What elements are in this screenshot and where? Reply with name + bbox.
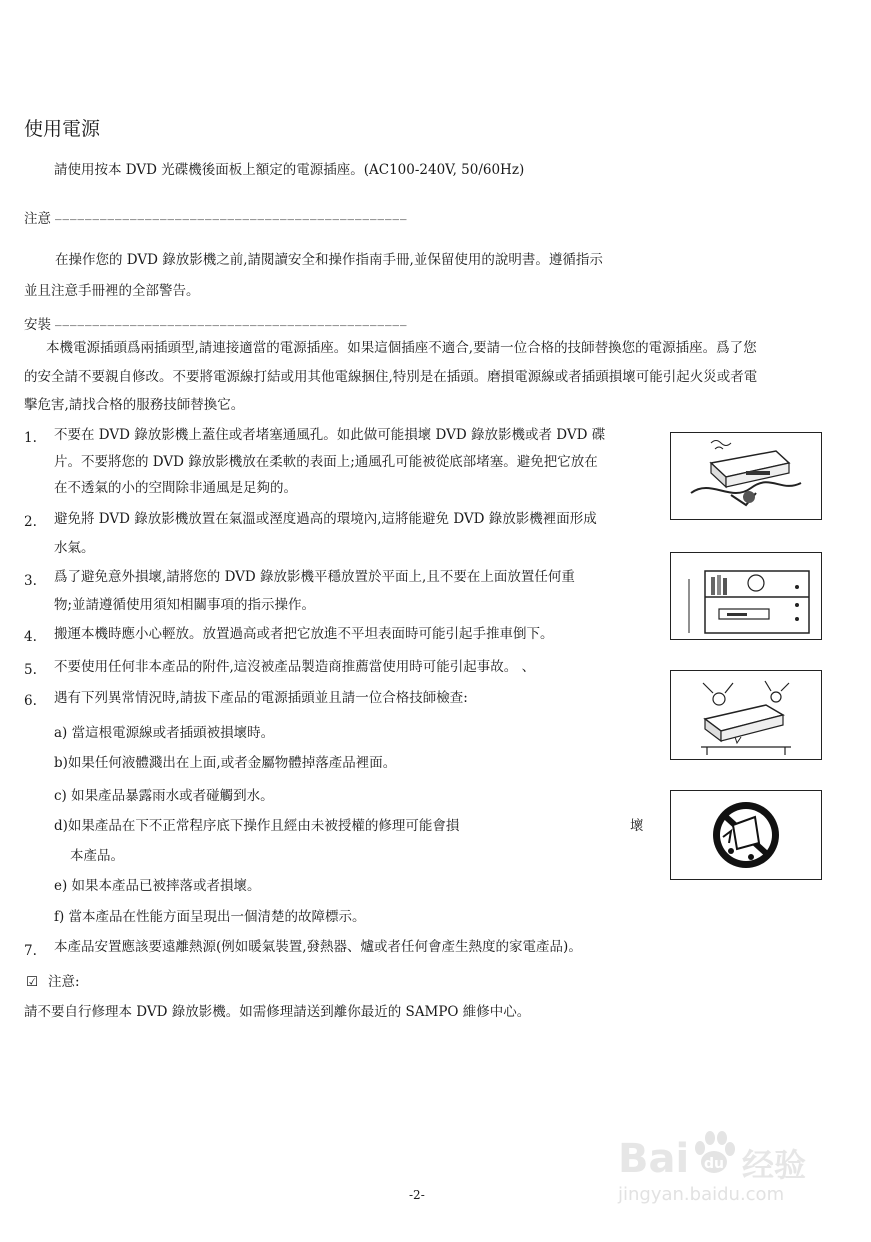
- item-number: 5.: [24, 662, 37, 678]
- item-1-line2: 片。不要將您的 DVD 錄放影機放在柔軟的表面上;通風孔可能被從底部堵塞。避免把它放在: [54, 454, 598, 470]
- item-2-line2: 水氣。: [54, 540, 95, 556]
- item-3-line2: 物;並請遵循使用須知相關事項的指示操作。: [54, 597, 316, 613]
- illustration-ventilation: [670, 432, 822, 520]
- sub-item-b: b)如果任何液體濺出在上面,或者金屬物體掉落產品裡面。: [54, 755, 397, 771]
- caution-text: 請不要自行修理本 DVD 錄放影機。如需修理請送到離你最近的 SAMPO 維修中心。: [24, 1004, 531, 1020]
- dvd-player-ventilation-icon: [671, 433, 821, 519]
- sub-item-d-end: 壞: [630, 818, 644, 834]
- install-text-line2: 的安全請不要親自修改。不要將電源線打結或用其他電線捆住,特別是在插頭。磨損電源線或者插頭損壞可能引起火災或者電: [24, 369, 758, 385]
- sub-item-d-line2: 本產品。: [70, 848, 124, 864]
- paw-icon: [688, 1128, 740, 1180]
- install-text-line3: 擊危害,請找合格的服務技師替換它。: [24, 397, 245, 413]
- sub-item-e: e) 如果本產品已被摔落或者損壞。: [54, 878, 261, 894]
- cabinet-icon: [671, 553, 821, 639]
- item-number: 4.: [24, 629, 37, 645]
- item-4-line1: 搬運本機時應小心輕放。放置過高或者把它放進不平坦表面時可能引起手推車倒下。: [54, 626, 554, 642]
- install-label: 安裝: [24, 317, 51, 333]
- illustration-shelf: [670, 552, 822, 640]
- watermark-brand: Bai: [618, 1136, 690, 1182]
- svg-text:du: du: [704, 1156, 724, 1172]
- item-6-line1: 遇有下列異常情況時,請拔下產品的電源插頭並且請一位合格技師檢查:: [54, 690, 468, 706]
- illustration-cart-warning: [670, 790, 822, 880]
- notice-text-line2: 並且注意手冊裡的全部警告。: [24, 283, 200, 299]
- cart-tip-over-icon: [671, 791, 821, 879]
- item-number: 2.: [24, 514, 37, 530]
- item-1-line3: 在不透氣的小的空間除非通風是足夠的。: [54, 480, 297, 496]
- item-number: 7.: [24, 943, 37, 959]
- item-2-line1: 避免將 DVD 錄放影機放置在氣溫或溼度過高的環境內,這將能避免 DVD 錄放影機裡面形成: [54, 511, 597, 527]
- watermark-url: jingyan.baidu.com: [618, 1184, 785, 1205]
- item-number: 6.: [24, 693, 37, 709]
- sub-item-f: f) 當本產品在性能方面呈現出一個清楚的故障標示。: [54, 909, 366, 925]
- page-title: 使用電源: [24, 118, 101, 140]
- intro-text: 請使用按本 DVD 光碟機後面板上額定的電源插座。(AC100-240V, 50/60Hz): [54, 162, 525, 178]
- item-3-line1: 爲了避免意外損壞,請將您的 DVD 錄放影機平穩放置於平面上,且不要在上面放置任何重: [54, 569, 575, 585]
- watermark: [618, 1128, 828, 1208]
- item-7-line1: 本產品安置應該要遠離熱源(例如暖氣裝置,發熱器、爐或者任何會產生熱度的家電產品)。: [54, 939, 582, 955]
- page-number: -2-: [409, 1188, 425, 1202]
- damaged-player-icon: [671, 671, 821, 759]
- watermark-brand-end: 经验: [742, 1146, 807, 1184]
- illustration-damage: [670, 670, 822, 760]
- caution-label: 注意:: [48, 974, 80, 990]
- notice-divider: _______________________________________________: [55, 206, 408, 221]
- sub-item-c: c) 如果產品暴露雨水或者碰觸到水。: [54, 788, 274, 804]
- item-1-line1: 不要在 DVD 錄放影機上蓋住或者堵塞通風孔。如此做可能損壞 DVD 錄放影機或者 DVD 碟: [54, 427, 606, 443]
- item-number: 1.: [24, 430, 37, 446]
- install-divider: _______________________________________________: [55, 312, 408, 327]
- checkbox-icon: ☑: [26, 974, 39, 990]
- notice-text-line1: 在操作您的 DVD 錄放影機之前,請閱讀安全和操作指南手冊,並保留使用的說明書。遵循指示: [55, 252, 603, 268]
- install-text-line1: 本機電源插頭爲兩插頭型,請連接適當的電源插座。如果這個插座不適合,要請一位合格的技師替換您的電源插座。爲了您: [46, 340, 757, 356]
- notice-label: 注意: [24, 211, 51, 227]
- sub-item-a: a) 當這根電源線或者插頭被損壞時。: [54, 725, 275, 741]
- item-number: 3.: [24, 573, 37, 589]
- item-5-line1: 不要使用任何非本產品的附件,這沒被產品製造商推薦當使用時可能引起事故。 、: [54, 659, 536, 675]
- sub-item-d-line1: d)如果產品在下不正常程序底下操作且經由未被授權的修理可能會損: [54, 818, 460, 834]
